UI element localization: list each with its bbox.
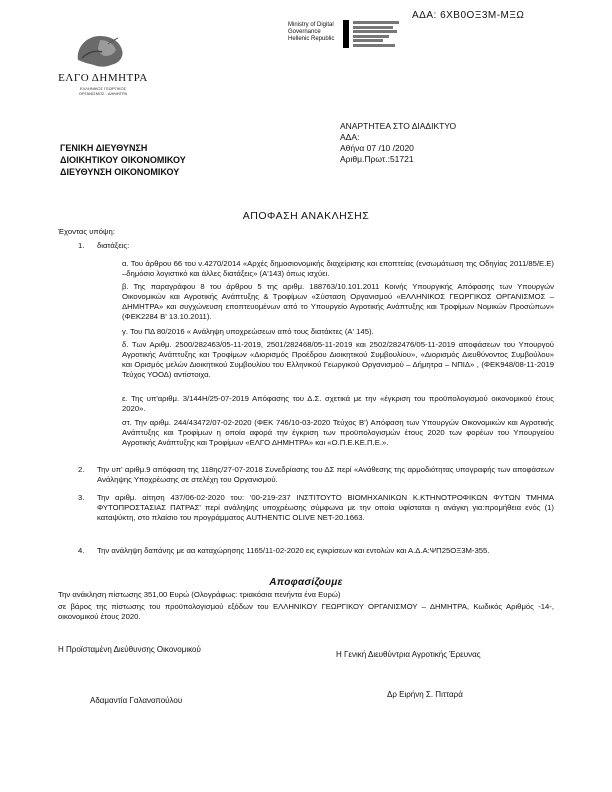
provision-c: γ. Του ΠΔ 80/2016 « Ανάληψη υποχρεώσεων από τους διατάκτες (Α' 145).: [122, 327, 374, 336]
considering-label: Έχοντας υπόψη:: [58, 227, 115, 236]
provision-st: στ. Την αριθμ. 244/43472/07-02-2020 (ΦΕΚ 746/10-03-2020 Τεύχος Β') Απόφαση των Υπουργών Οικονομικών και Αγροτικής Ανάπτυξης και Τροφίμων η οποία αφορά την έγκριση των προϋπολογισμών έτους 2020 των φορέων του Υπουργείου Αγροτικής Ανάπτυξης και Τροφίμων «ΕΛΓΟ ΔΗΜΗΤΡΑ» και «Ο.Π.Ε.ΚΕ.Π.Ε.».: [122, 418, 554, 447]
ada-code: ΑΔΑ: 6ΧΒ0ΟΞ3Μ-ΜΞΩ: [412, 10, 525, 21]
item-text: Την ανάληψη δαπάνης με αα καταχώρησης 1165/11-02-2020 εις εγκρίσεων και εντολών και Α.Δ.Α:ΨΠ25ΟΞ3Μ-355.: [97, 546, 490, 555]
org-line: ΓΕΝΙΚΗ ΔΙΕΥΘΥΝΣΗ: [60, 143, 148, 153]
provision-e: ε. Της υπ'αριθμ. 3/144Η/25-07-2019 Απόφασης του Δ.Σ. σχετικά με την «έγκριση του προϋπολογισμού οικονομικού έτους 2020».: [122, 394, 554, 413]
logo-subtitle: ΕΛΛΗΝΙΚΟΣ ΓΕΩΡΓΙΚΟΣ ΟΡΓΑΝΙΣΜΟΣ - ΔΗΜΗΤΡΑ: [78, 86, 128, 96]
org-line: ΔΙΟΙΚΗΤΙΚΟΥ ΟΙΚΟΝΟΜΙΚΟΥ: [60, 155, 186, 165]
item-number: 1.: [78, 241, 85, 250]
item-number: 3.: [78, 493, 85, 502]
digital-signature-line: Governance: [288, 29, 321, 35]
provision-d: δ. Των Αριθμ. 2500/282463/05-11-2019, 2501/282468/05-11-2019 και 2502/282476/05-11-2019 αποφάσεων του Υπουργού Αγροτικής Ανάπτυξης και Τροφίμων «Διορισμός Προέδρου Διοικητικού Συμβουλίου», «Διορισμός Διευθύνοντος Συμβούλου» και Ορισμός μελών Διοικητικού Συμβουλίου του Ελληνικού Γεωργικού Οργανισμού – Δήμητρα – ΝΠΙΔ» , (ΦΕΚ948/08-11-2019 Τεύχος ΥΟΟΔ) αντίστοιχα.: [122, 340, 554, 379]
posting-line: ΑΝΑΡΤΗΤΕΑ ΣΤΟ ΔΙΑΔΙΚΤΥΟ: [340, 121, 457, 131]
signatory-role-left: Η Προϊσταμένη Διεύθυνσης Οικονομικού: [58, 645, 201, 654]
posting-line: ΑΔΑ:: [340, 132, 360, 142]
protocol-number: Αριθμ.Πρωτ.:51721: [340, 154, 414, 164]
org-line: ΔΙΕΥΘΥΝΣΗ ΟΙΚΟΝΟΜΙΚΟΥ: [60, 167, 180, 177]
item-text: διατάξεις:: [97, 241, 130, 250]
posting-info: [340, 121, 456, 165]
demeter-head-icon: [68, 30, 138, 70]
decision-text: σε βάρος της πίστωσης του προϋπολογισμού εξόδων του ΕΛΛΗΝΙΚΟΥ ΓΕΩΡΓΙΚΟΥ ΟΡΓΑΝΙΣΜΟΥ – ΔΗΜΗΤΡΑ, Κωδικός Αριθμός -14-, οικονομικού έτους 2020.: [58, 602, 554, 621]
document-title: ΑΠΟΦΑΣΗ ΑΝΑΚΛΗΣΗΣ: [242, 210, 370, 222]
provision-b: β. Της παραγράφου 8 του άρθρου 5 της αριθμ. 188763/10.101.2011 Κοινής Υπουργικής Απόφασης των Υπουργών Οικονομικών και Αγροτικής Ανάπτυξης & Τροφίμων «Σύσταση Οργανισμού «ΕΛΛΗΝΙΚΟΣ ΓΕΩΡΓΙΚΟΣ ΟΡΓΑΝΙΣΜΟΣ – ΔΗΜΗΤΡΑ» και συγχώνευση εποπτευομένων από το Υπουργείο Αγροτικής Ανάπτυξης και Τροφίμων Νομικών Προσώπων» (ΦΕΚ2284 Β' 13.10.2011).: [122, 282, 554, 321]
item-number: 4.: [78, 546, 85, 555]
digital-signature-line: Hellenic Republic: [288, 36, 335, 42]
signatory-name-right: Δρ Ειρήνη Σ. Πιτταρά: [387, 690, 463, 699]
digital-signature-line: Ministry of Digital: [288, 22, 334, 28]
decision-text: Την ανάκληση πίστωσης 351,00 Ευρώ (Ολογράφως: τριακόσια πενήντα ένα Ευρώ): [58, 590, 341, 599]
issuing-department: [60, 142, 186, 178]
signatory-name-left: Αδαμαντία Γαλανοπούλου: [90, 696, 183, 705]
logo-name: ΕΛΓΟ ΔΗΜΗΤΡΑ: [58, 72, 148, 84]
decision-heading: Αποφασίζουμε: [269, 577, 343, 588]
date-line: Αθήνα 07 /10 /2020: [340, 143, 414, 153]
signatory-role-right: Η Γενική Διευθύντρια Αγροτικής Έρευνας: [336, 650, 481, 659]
item-number: 2.: [78, 465, 85, 474]
provision-a: α. Του άρθρου 66 του ν.4270/2014 «Αρχές δημοσιονομικής διαχείρισης και εποπτείας (ενσωμάτωση της Οδηγίας 2011/85/Ε.Ε) –δημόσιο λογιστικό και άλλες διατάξεις» (Α'143) όπως ισχύει.: [122, 259, 554, 278]
digital-signature-block: [288, 22, 334, 43]
item-text: Την αριθμ. αίτηση 437/06-02-2020 του: '00-219-237 ΙΝΣΤΙΤΟΥΤΟ ΒΙΟΜΗΧΑΝΙΚΩΝ Κ.ΚΤΗΝΟΤΡΟΦΙΚΩΝ ΦΥΤΩΝ ΤΜΗΜΑ ΦΥΤΟΠΡΟΣΤΑΣΙΑΣ ΠΑΤΡΑΣ' περί ανάληψης υποχρέωσης σύμφωνα με την οποία υφίσταται η ανάγκη για:προμήθεια ενός (1) καταψύκτη, στο πλαίσιο του προγράμματος AUTHENTIC OLIVE NET-20.1663.: [97, 493, 554, 522]
item-text: Την υπ' αριθμ.9 απόφαση της 118ης/27-07-2018 Συνεδρίασης του ΔΣ περί «Ανάθεσης της αρμοδιότητας υπογραφής των αποφάσεων Ανάληψης Υποχρέωσης σε στελέχη του Οργανισμού.: [97, 465, 554, 484]
signature-metadata-icon: [353, 21, 399, 47]
signature-emblem-icon: [343, 20, 349, 48]
